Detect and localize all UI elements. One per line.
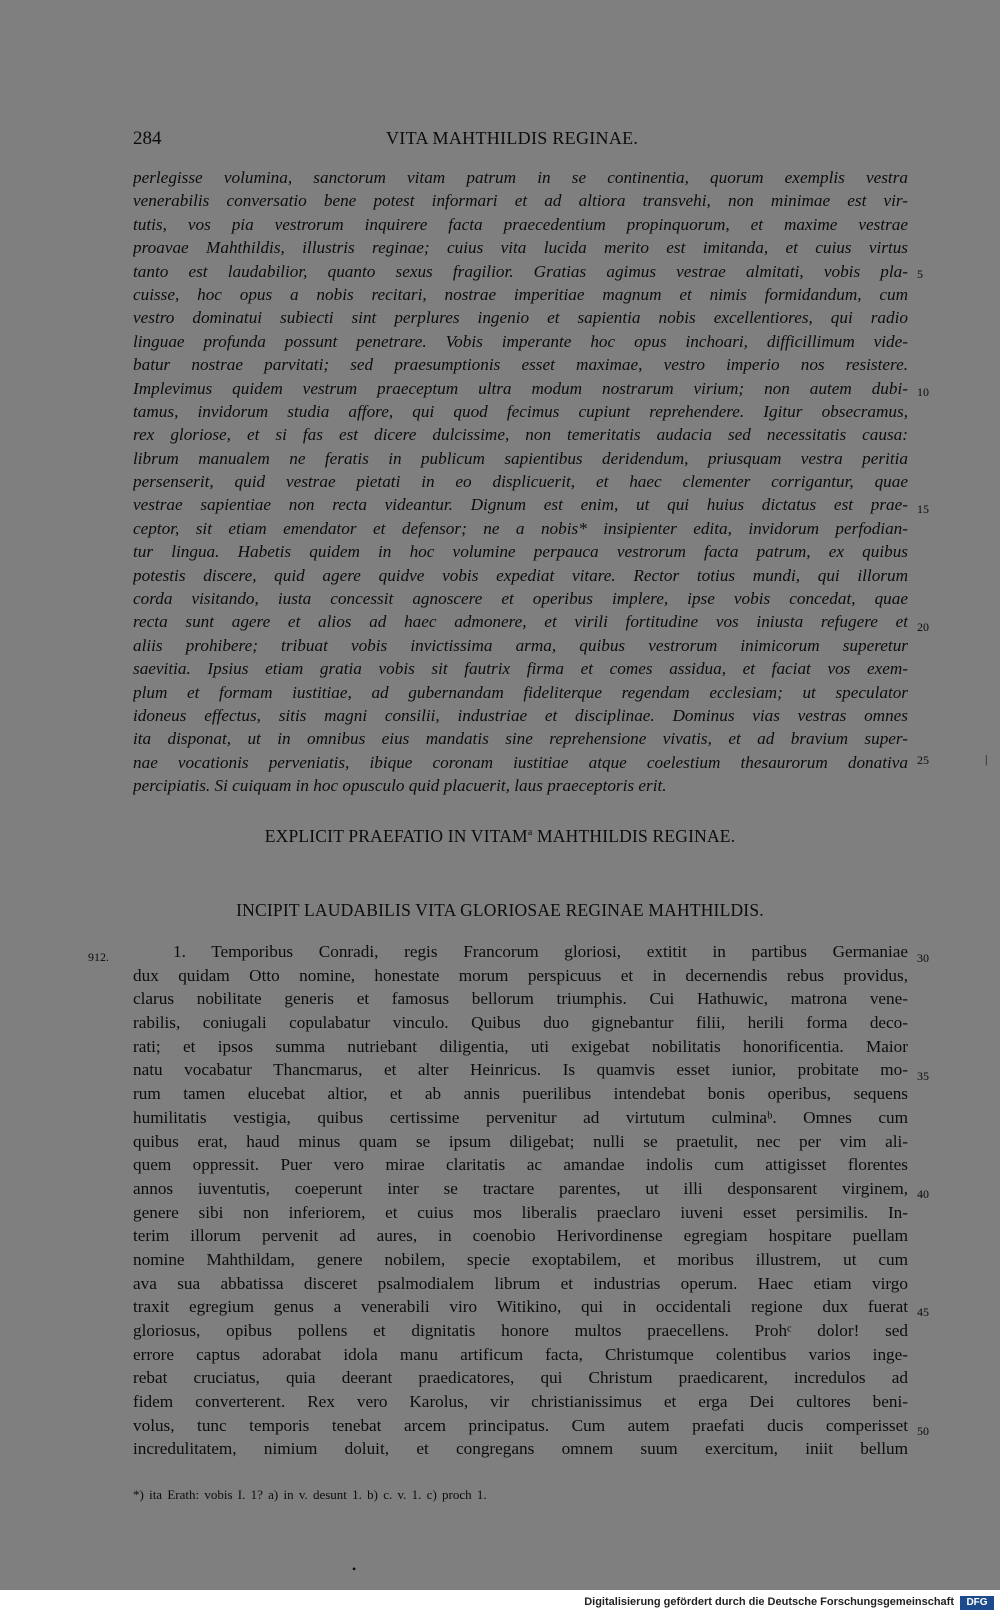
line-number: 25 <box>917 753 929 767</box>
line-number: 10 <box>917 385 929 399</box>
text-line: incredulitatem, nimium doluit, et congregans omnem suum exercitum, iniit bellum <box>133 1439 908 1459</box>
line-number: 35 <box>917 1069 929 1083</box>
text-line: saevitia. Ipsius etiam gratia vobis sit fautrix firma et comes assidua, et faciat vos exem- <box>133 659 908 679</box>
text-line: volus, tunc temporis tenebat arcem principatus. Cum autem praefati ducis comperisset <box>133 1415 908 1435</box>
text-line: ita disponat, ut in omnibus eius mandatis sine reprehensione vivatis, et ad bravium super- <box>133 729 908 749</box>
line-number: 15 <box>917 502 929 516</box>
text-line: vestro dominatui subiecti sint perplures ingenio et sapientia nobis excellentiores, qui radio <box>133 308 908 328</box>
dfg-logo-icon[interactable]: DFG <box>960 1596 994 1610</box>
text-line: Implevimus quidem vestrum praeceptum ultra modum nostrarum virium; non autem dubi- <box>133 378 908 398</box>
line-number: 20 <box>917 620 929 634</box>
text-line: tanto est laudabilior, quanto sexus fragilior. Gratias agimus vestrae almitati, vobis pla- <box>133 261 908 281</box>
text-line: traxit egregium genus a venerabili viro Witikino, qui in occidentali regione dux fuerat <box>133 1297 908 1317</box>
text-line: natu vocabatur Thancmarus, et alter Heinricus. Is quamvis esset iunior, probitate mo- <box>133 1060 908 1080</box>
text-line: gloriosus, opibus pollens et dignitatis honore multos praecellens. Prohᶜ dolor! sed <box>133 1321 908 1340</box>
text-line: rum tamen elucebat altior, et ab annis puerilibus intendebat bonis operibus, sequens <box>133 1084 908 1104</box>
text-line: dux quidam Otto nomine, honestate morum perspicuus et in decernendis rebus providus, <box>133 965 908 985</box>
line-number: 40 <box>917 1187 929 1201</box>
text-line: proavae Mahthildis, illustris reginae; cuius vita lucida merito est imitanda, et cuius virtus <box>133 238 908 258</box>
text-line: idoneus effectus, sitis magni consilii, industriae et disciplinae. Dominus vias vestras omnes <box>133 705 908 725</box>
text-line: annos iuventutis, coeperunt inter se tractare parentes, ut illi desponsarent virginem, <box>133 1178 908 1198</box>
preface-text <box>133 166 908 798</box>
text-line: perlegisse volumina, sanctorum vitam patrum in se continentia, quorum exemplis vestra <box>133 168 908 187</box>
line-number: 5 <box>917 267 923 281</box>
text-line: terim illorum pervenit ad aures, in coenobio Herivordinense egregiam hospitare puellam <box>133 1226 908 1246</box>
text-line: humilitatis vestigia, quibus certissime pervenitur ad virtutum culminaᵇ. Omnes cum <box>133 1107 908 1127</box>
text-line: librum manualem ne feratis in publicum sapientibus deridendum, priusquam vestra peritia <box>133 448 908 468</box>
footnotes: *) ita Erath: vobis I. 1? a) in v. desunt 1. b) c. v. 1. c) proch 1. <box>133 1487 487 1502</box>
text-line: batur nostrae parvitati; sed praesumptionis esset maximae, vestro imperio nos resistere. <box>133 355 908 375</box>
page-number: 284 <box>133 128 162 149</box>
text-line: venerabilis conversatio bene potest informari et ad altiora transvehi, non minimae est vir- <box>133 191 908 211</box>
text-line: rati; et ipsos summa nutriebant diligentia, uti exigebat nobilitatis honorificentia. Maior <box>133 1036 908 1056</box>
text-line: persenserit, quid vestrae pietati in eo displicuerit, et haec clementer corrigantur, quae <box>133 472 908 492</box>
text-line: clarus nobilitate generis et famosus bellorum triumphis. Cui Hathuwic, matrona vene- <box>133 989 908 1009</box>
text-line: vestrae sapientiae non recta videantur. Dignum est enim, ut qui huius dictatus est prae- <box>133 495 908 515</box>
running-title: VITA MAHTHILDIS REGINAE. <box>386 128 639 148</box>
main-text <box>133 940 908 1461</box>
text-line: linguae profunda possunt penetrare. Vobis imperante hoc opus inchoari, difficillimum vide- <box>133 331 908 351</box>
text-line: potestis discere, quid agere quidve vobis expediat vitare. Rector totius mundi, qui illorum <box>133 565 908 585</box>
line-number: 50 <box>917 1424 929 1438</box>
explicit-heading <box>0 826 1000 847</box>
footnote-mark: a <box>527 827 533 839</box>
line-number: 30 <box>917 951 929 965</box>
incipit-heading: INCIPIT LAUDABILIS VITA GLORIOSAE REGINAE MAHTHILDIS. <box>236 900 764 920</box>
credit-text: Digitalisierung gefördert durch die Deutsche Forschungsgemeinschaft <box>584 1596 954 1608</box>
text-line: tur lingua. Habetis quidem in hoc volumine perpauca vestrorum facta patrum, ex quibus <box>133 542 908 562</box>
explicit-text-end: MAHTHILDIS REGINAE. <box>532 826 736 846</box>
text-line: errore captus adorabat idola manu artificum facta, Christumque colentibus varios inge- <box>133 1344 908 1364</box>
margin-tick-mark: | <box>985 752 988 766</box>
line-number: 45 <box>917 1305 929 1319</box>
text-line: genere sibi non inferiorem, et cuius mos liberalis praeclaro iuveni esset persimilis. In- <box>133 1202 908 1222</box>
text-line: recta sunt agere et alios ad haec admonere, et virili fortitudine vos iniusta refugere et <box>133 612 908 632</box>
page-dot: • <box>352 1562 357 1576</box>
text-line: corda visitando, iusta concessit agnoscere et operibus implere, ipse vobis concedat, quae <box>133 589 908 609</box>
text-line: quibus erat, haud minus quam se ipsum diligebat; nulli se praetulit, nec per vim ali- <box>133 1131 908 1151</box>
text-line: ava sua abbatissa disceret psalmodialem librum et industrias operum. Haec etiam virgo <box>133 1273 908 1293</box>
text-line: tamus, invidorum studia affore, qui quod fecimus cupiunt reprehendere. Igitur obsecramus, <box>133 401 908 421</box>
text-line: plum et formam iustitiae, ad gubernandam fideliterque regendam ecclesiam; ut speculator <box>133 682 908 702</box>
text-line: tutis, vos pia vestrorum inquirere facta praecedentium propinquorum, et maxime vestrae <box>133 214 908 234</box>
text-line: ceptor, sit etiam emendator et defensor; ne a nobis* insipienter edita, invidorum perfodian- <box>133 518 908 538</box>
text-line: aliis prohibere; tribuat vobis invictissima arma, quibus vestrorum inimicorum superetur <box>133 635 908 655</box>
explicit-text: EXPLICIT PRAEFATIO IN VITAM <box>264 826 528 846</box>
text-line: percipiatis. Si cuiquam in hoc opusculo quid placuerit, laus praeceptoris erit. <box>133 776 667 796</box>
text-line: rex gloriose, et si fas est dicere dulcissime, non temeritatis audacia sed necessitatis causa: <box>133 425 908 445</box>
text-line: nomine Mahthildam, genere nobilem, specie exoptabilem, et moribus illustrem, ut cum <box>133 1249 908 1269</box>
text-line: rabilis, coniugali copulabatur vinculo. Quibus duo gignebantur filii, herili forma deco- <box>133 1013 908 1033</box>
page-header <box>133 128 833 154</box>
text-line: rebat cruciatus, quia deerant praedicatores, qui Christum praedicarent, incredulos ad <box>133 1368 908 1388</box>
text-line: nae vocationis perveniatis, ibique coronam iustitiae atque coelestium thesaurorum donativa <box>133 752 908 772</box>
text-line: 1. Temporibus Conradi, regis Francorum gloriosi, extitit in partibus Germaniae <box>173 942 908 961</box>
text-line: cuisse, hoc opus a nobis recitari, nostrae imperitiae magnum et nimis formidandum, cum <box>133 284 908 304</box>
credit-bar <box>0 1590 1000 1616</box>
text-line: quem oppressit. Puer vero mirae claritatis ac amandae indolis cum attigisset florentes <box>133 1155 908 1175</box>
margin-year: 912. <box>88 950 109 964</box>
text-line: fidem converterent. Rex vero Karolus, vir christianissimus et erga Dei cultores beni- <box>133 1392 908 1412</box>
